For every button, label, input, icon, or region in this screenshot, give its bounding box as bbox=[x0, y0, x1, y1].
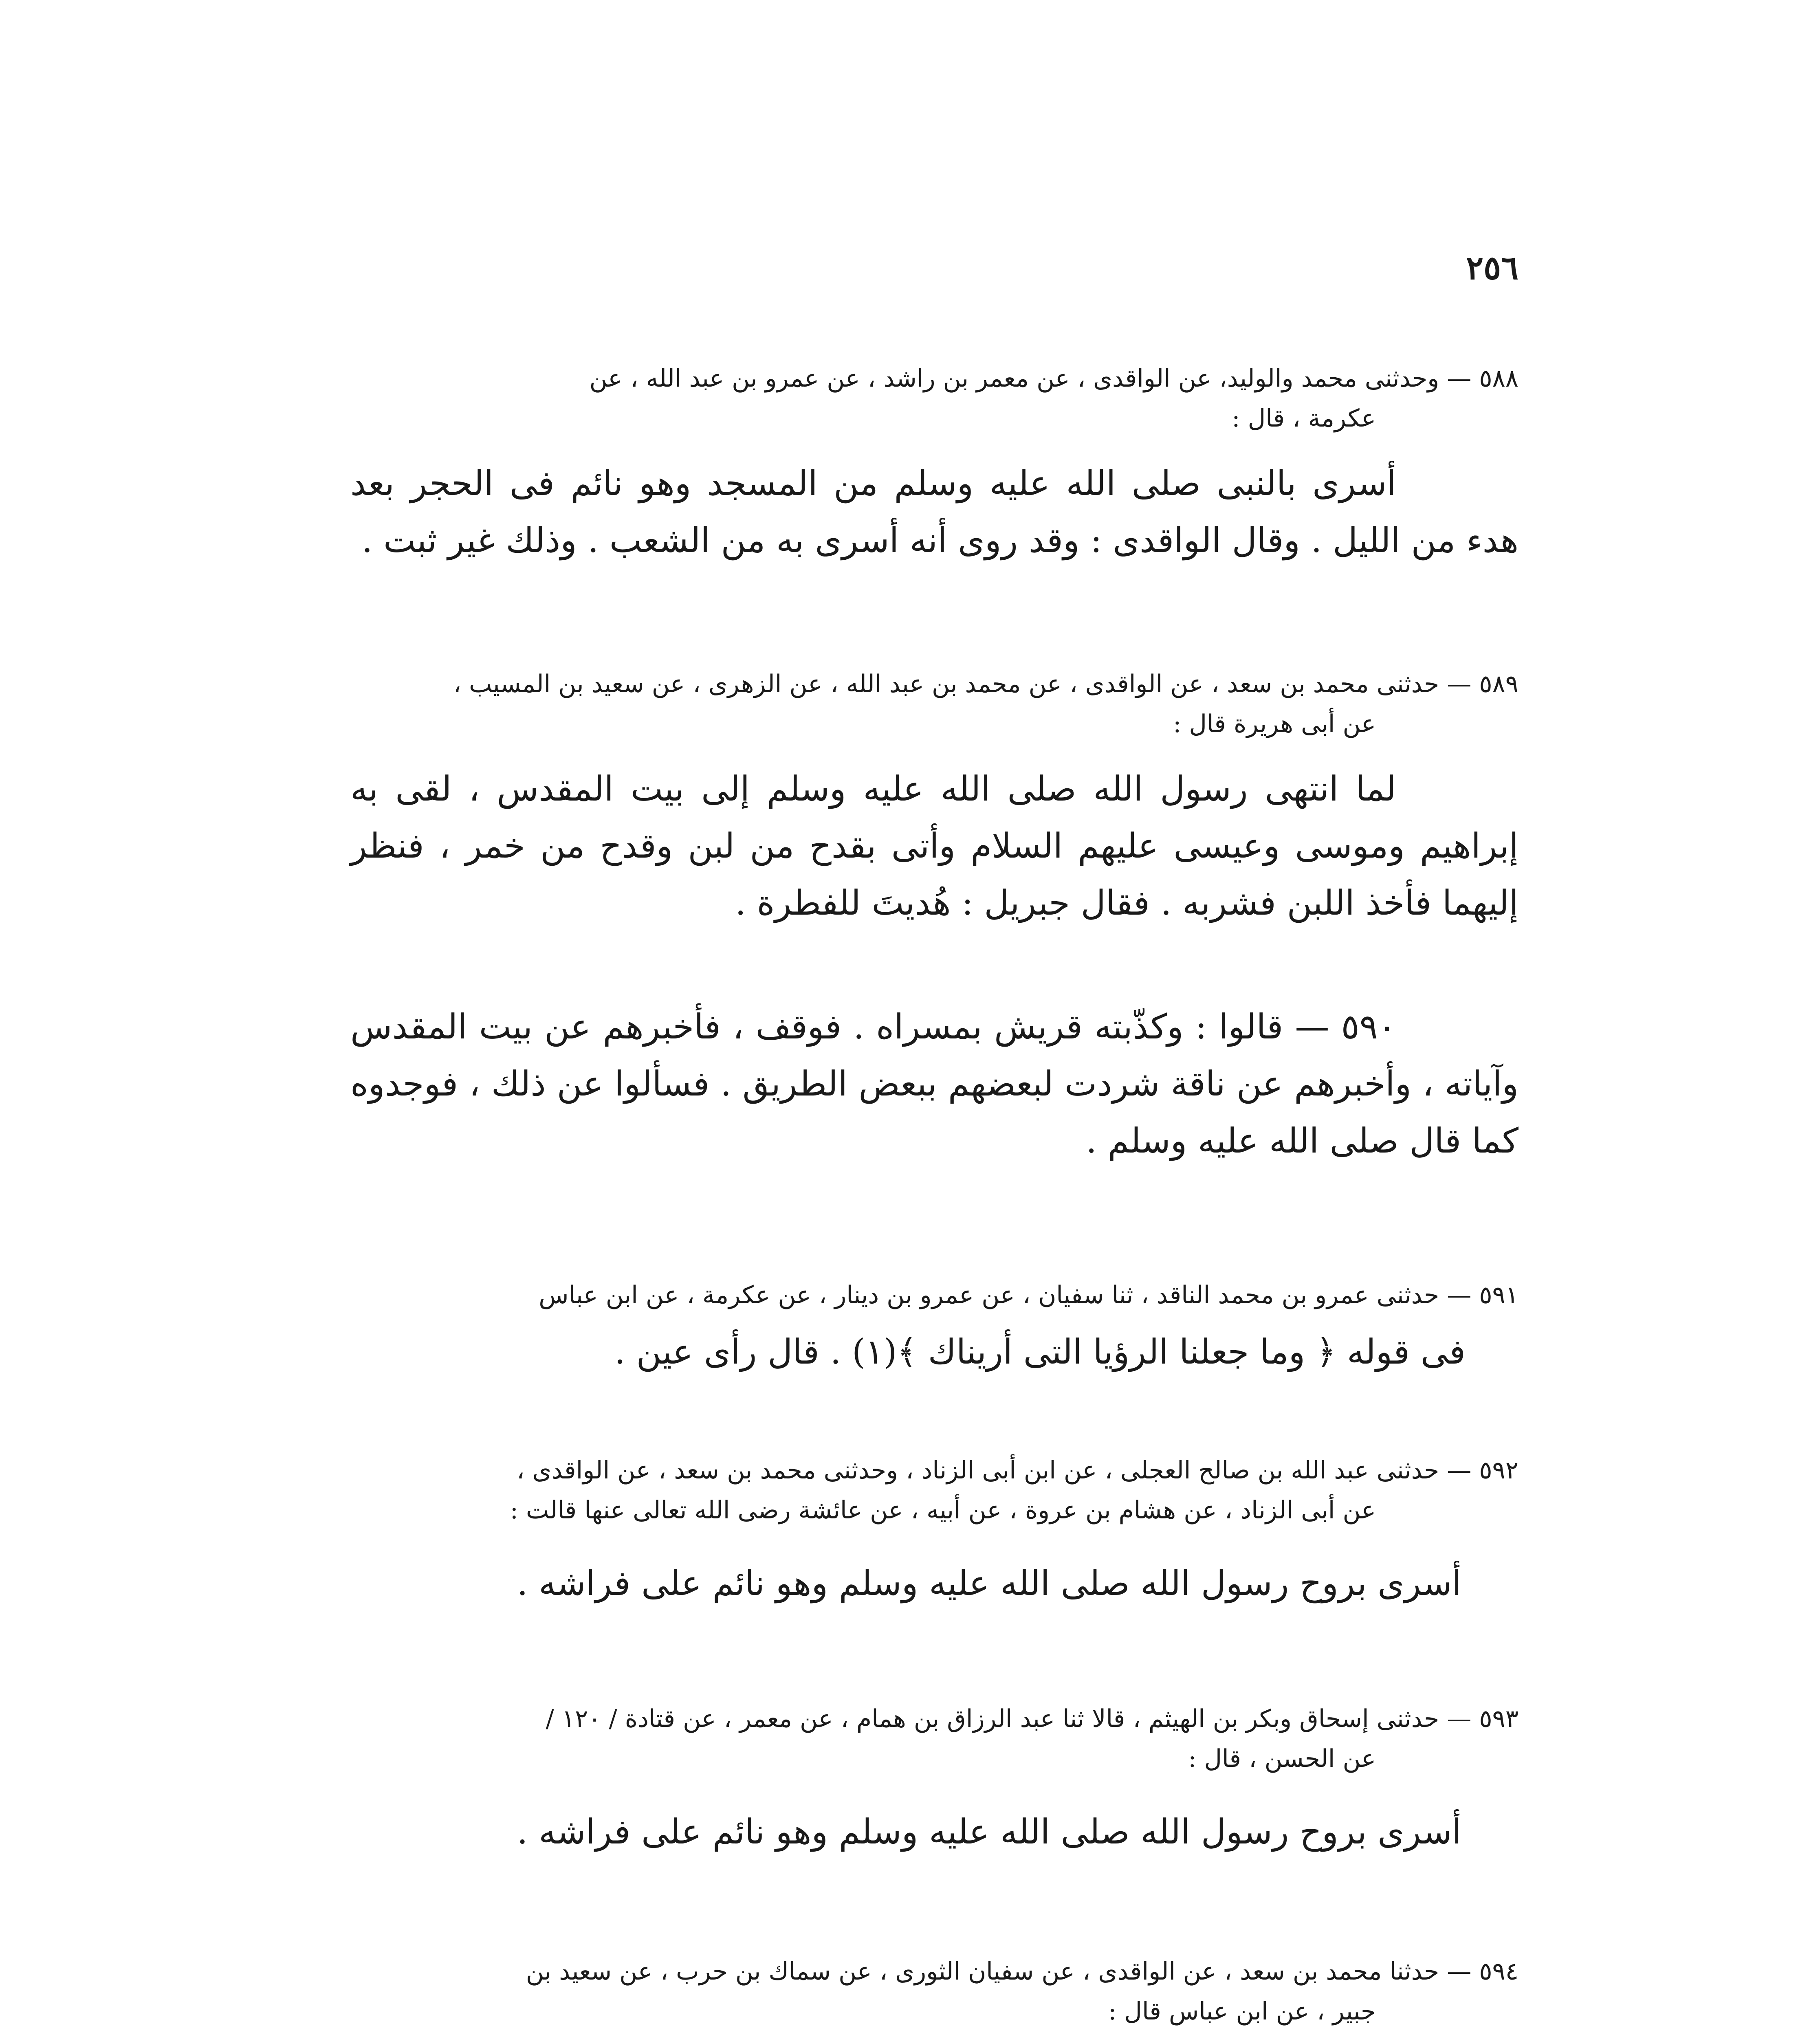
hadith-590 bbox=[350, 998, 1519, 1169]
matn-593: أسرى بروح رسول الله صلى الله عليه وسلم وهو نائم على فراشه . bbox=[517, 1812, 1461, 1852]
isnad-588-cont: عكرمة ، قال : bbox=[1232, 404, 1376, 433]
matn-589: لما انتهى رسول الله صلى الله عليه وسلم إلى بيت المقدس ، لقى به إبراهيم وموسى وعيسى عليهم السلام وأتى بقدح من لبن وقدح من خمر ، فنظر إليهما فأخذ اللبن فشربه . فقال جبريل : هُديتَ للفطرة . bbox=[350, 769, 1519, 923]
hadith-592 bbox=[350, 1450, 1519, 1612]
matn-592: أسرى بروح رسول الله صلى الله عليه وسلم وهو نائم على فراشه . bbox=[517, 1563, 1461, 1603]
hadith-589 bbox=[350, 664, 1519, 931]
hadith-593 bbox=[350, 1699, 1519, 1860]
page-number: ٢٥٦ bbox=[1466, 249, 1519, 287]
isnad-593-cont: عن الحسن ، قال : bbox=[1188, 1744, 1376, 1773]
matn-588: أسرى بالنبى صلى الله عليه وسلم من المسجد وهو نائم فى الحجر بعد هدء من الليل . وقال الواقدى : وقد روى أنه أسرى به من الشعب . وذلك غير ثبت . bbox=[350, 463, 1519, 560]
isnad-589: ٥٨٩ — حدثنى محمد بن سعد ، عن الواقدى ، عن محمد بن عبد الله ، عن الزهرى ، عن سعيد بن المسيب ، عن أبى هريرة قال : bbox=[350, 664, 1519, 744]
matn-591: فى قوله ﴿ وما جعلنا الرؤيا التى أريناك ﴾(١) . قال رأى عين . bbox=[614, 1332, 1466, 1372]
hadith-591 bbox=[350, 1275, 1519, 1380]
isnad-592-cont: عن أبى الزناد ، عن هشام بن عروة ، عن أبيه ، عن عائشة رضى الله تعالى عنها قالت : bbox=[510, 1496, 1376, 1524]
isnad-592: ٥٩٢ — حدثنى عبد الله بن صالح العجلى ، عن ابن أبى الزناد ، وحدثنى محمد بن سعد ، عن الواقدى ، عن أبى الزناد ، عن هشام بن عروة ، عن أبيه ، عن عائشة رضى الله تعالى عنها قالت : bbox=[350, 1450, 1519, 1530]
isnad-588: ٥٨٨ — وحدثنى محمد والوليد، عن الواقدى ، عن معمر بن راشد ، عن عمرو بن عبد الله ، عن عكرمة ، قال : bbox=[350, 359, 1519, 438]
matn-590: ٥٩٠ — قالوا : وكذّبته قريش بمسراه . فوقف ، فأخبرهم عن بيت المقدس وآياته ، وأخبرهم عن ناقة شردت لبعضهم ببعض الطريق . فسألوا عن ذلك ، فوجدوه كما قال صلى الله عليه وسلم . bbox=[350, 1007, 1519, 1161]
isnad-589-cont: عن أبى هريرة قال : bbox=[1173, 710, 1376, 738]
hadith-594 bbox=[350, 1951, 1519, 2037]
isnad-594-cont: جبير ، عن ابن عباس قال : bbox=[1108, 1997, 1376, 2026]
isnad-594: ٥٩٤ — حدثنا محمد بن سعد ، عن الواقدى ، عن سفيان الثورى ، عن سماك بن حرب ، عن سعيد بن جبير ، عن ابن عباس قال : bbox=[350, 1951, 1519, 2031]
isnad-591: ٥٩١ — حدثنى عمرو بن محمد الناقد ، ثنا سفيان ، عن عمرو بن دينار ، عن عكرمة ، عن ابن عباس bbox=[539, 1281, 1519, 1309]
isnad-593: ٥٩٣ — حدثنى إسحاق وبكر بن الهيثم ، قالا ثنا عبد الرزاق بن همام ، عن معمر ، عن قتادة / ١٢٠ / عن الحسن ، قال : bbox=[350, 1699, 1519, 1779]
hadith-588 bbox=[350, 359, 1519, 569]
